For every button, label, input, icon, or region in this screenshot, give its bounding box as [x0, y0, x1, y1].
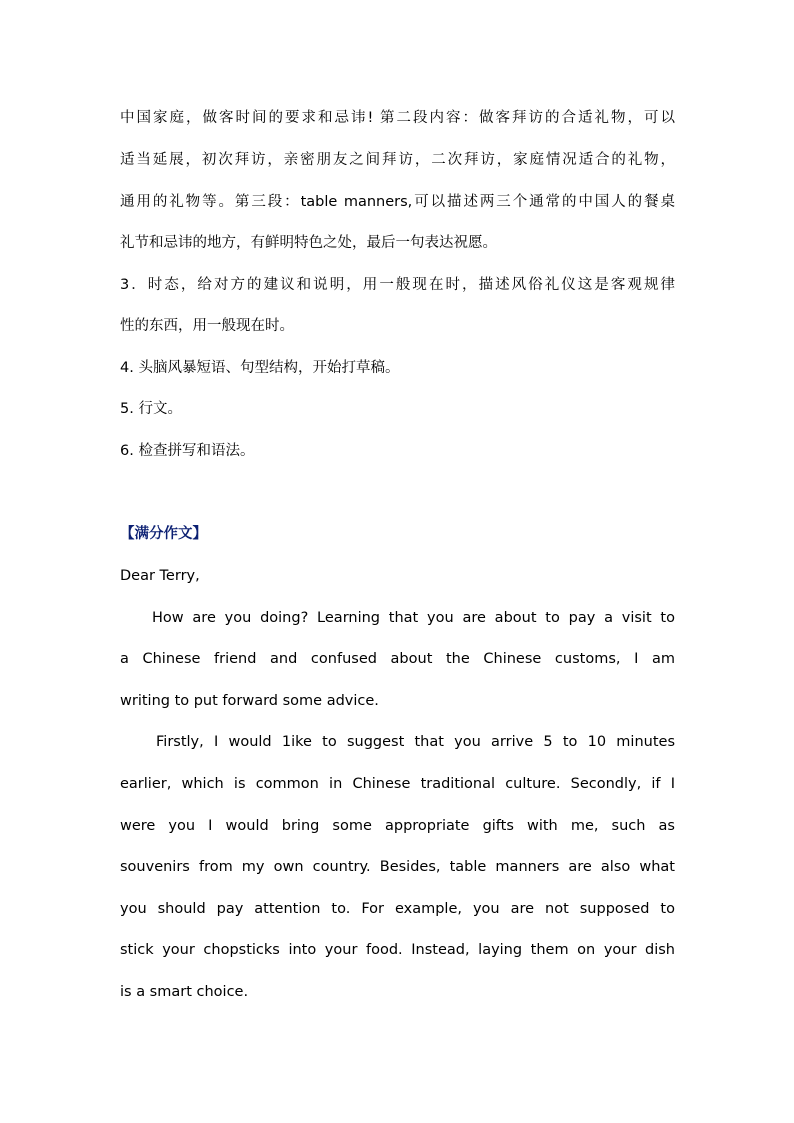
document-page	[120, 0, 675, 1123]
step-4: 4. 头脑风暴短语、句型结构，开始打草稿。	[120, 360, 400, 376]
paragraph2-line-7: is a smart choice.	[120, 984, 249, 1000]
paragraph1-line-1: How are you doing? Learning that you are about to pay a visit to	[152, 610, 675, 626]
chinese-line-3: 通用的礼物等。第三段：table manners,可以描述两三个通常的中国人的餐桌	[120, 194, 675, 210]
paragraph2-line-5: you should pay attention to. For example, you are not supposed to	[120, 901, 675, 917]
paragraph2-line-1: Firstly, I would 1ike to suggest that you arrive 5 to 10 minutes	[156, 734, 675, 750]
step-3-line-1: 3．时态，给对方的建议和说明，用一般现在时，描述风俗礼仪这是客观规律	[120, 277, 675, 293]
paragraph2-line-2: earlier, which is common in Chinese traditional culture. Secondly, if I	[120, 776, 675, 792]
salutation: Dear Terry,	[120, 568, 200, 584]
step-3-line-2: 性的东西，用一般现在时。	[120, 318, 294, 334]
paragraph2-line-3: were you I would bring some appropriate gifts with me, such as	[120, 818, 675, 834]
essay-heading: 【满分作文】	[120, 526, 207, 542]
chinese-line-2: 适当延展，初次拜访，亲密朋友之间拜访，二次拜访，家庭情况适合的礼物，	[120, 152, 675, 168]
paragraph2-line-6: stick your chopsticks into your food. Instead, laying them on your dish	[120, 942, 675, 958]
chinese-line-4: 礼节和忌讳的地方，有鲜明特色之处，最后一句表达祝愿。	[120, 235, 497, 251]
paragraph2-line-4: souvenirs from my own country. Besides, table manners are also what	[120, 859, 675, 875]
step-5: 5. 行文。	[120, 401, 182, 417]
paragraph1-line-2: a Chinese friend and confused about the Chinese customs, I am	[120, 651, 675, 667]
chinese-line-1: 中国家庭，做客时间的要求和忌讳! 第二段内容：做客拜访的合适礼物，可以	[120, 110, 675, 126]
step-6: 6. 检查拼写和语法。	[120, 443, 255, 459]
paragraph1-line-3: writing to put forward some advice.	[120, 693, 379, 709]
